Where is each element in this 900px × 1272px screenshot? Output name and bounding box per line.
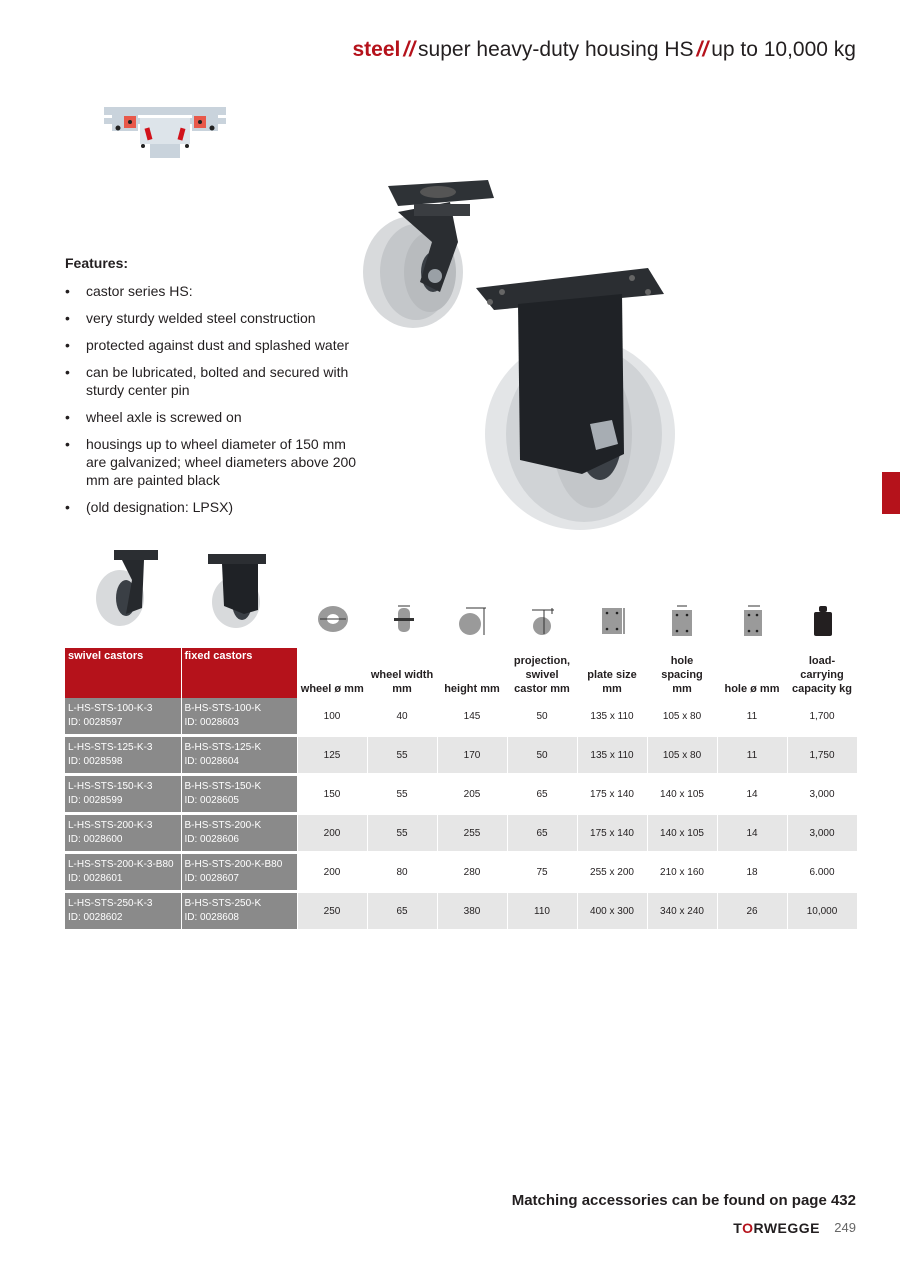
cell-wheel: 200 [297, 853, 367, 892]
cell-wheel: 200 [297, 814, 367, 853]
fixed-code-cell [181, 892, 297, 931]
col-hole-diameter: hole ø mm [724, 683, 780, 695]
col-plate-size: plate size mm [587, 669, 637, 695]
cell-load: 3,000 [787, 814, 857, 853]
cell-hole-spacing: 210 x 160 [647, 853, 717, 892]
table-row [65, 814, 857, 853]
cell-hole: 11 [717, 736, 787, 775]
fixed-code: B-HS-STS-100-K [184, 703, 262, 714]
feature-item: • (old designation: LPSX) [65, 498, 365, 516]
cell-plate: 255 x 200 [577, 853, 647, 892]
feature-item: • castor series HS: [65, 282, 365, 300]
cell-projection: 50 [507, 736, 577, 775]
cell-hole-spacing: 140 x 105 [647, 775, 717, 814]
fixed-castor-image [472, 264, 682, 536]
cell-projection: 65 [507, 814, 577, 853]
swivel-castor-thumb [92, 548, 162, 628]
cell-plate: 175 x 140 [577, 814, 647, 853]
fixed-code: B-HS-STS-250-K [184, 898, 262, 909]
fixed-code-cell [181, 814, 297, 853]
swivel-code-cell [65, 736, 181, 775]
cell-hole-spacing: 105 x 80 [647, 736, 717, 775]
cell-load: 3,000 [787, 775, 857, 814]
features-section [65, 254, 365, 525]
brand-o: O [742, 1220, 754, 1236]
title-part2: super heavy-duty housing HS [418, 38, 694, 61]
brand-rest: RWEGGE [753, 1220, 820, 1236]
cell-width: 40 [367, 698, 437, 736]
load-capacity-icon [812, 604, 834, 638]
fixed-code-cell [181, 775, 297, 814]
cell-width: 55 [367, 736, 437, 775]
cell-height: 380 [437, 892, 507, 931]
cell-load: 10,000 [787, 892, 857, 931]
wheel-diameter-icon [316, 604, 350, 634]
cell-plate: 135 x 110 [577, 736, 647, 775]
title-part3: up to 10,000 kg [711, 38, 856, 61]
cell-projection: 50 [507, 698, 577, 736]
col-swivel: swivel castors [65, 648, 181, 698]
cell-hole: 14 [717, 814, 787, 853]
fixed-code: B-HS-STS-200-K-B80 [184, 859, 283, 870]
fixed-castor-thumb [202, 548, 272, 630]
accessories-note: Matching accessories can be found on page 432 [511, 1192, 856, 1209]
swivel-code: L-HS-STS-125-K-3 [68, 742, 153, 753]
height-icon [456, 604, 490, 638]
fixed-code-cell [181, 698, 297, 736]
fixed-id: ID: 0028604 [184, 756, 239, 767]
cell-load: 1,700 [787, 698, 857, 736]
swivel-id: ID: 0028600 [68, 834, 123, 845]
swivel-code: L-HS-STS-250-K-3 [68, 898, 153, 909]
fixed-code: B-HS-STS-125-K [184, 742, 262, 753]
col-load-capacity: load-carrying capacity kg [792, 655, 852, 695]
brand-logo [733, 1220, 820, 1236]
swivel-code: L-HS-STS-150-K-3 [68, 781, 153, 792]
spec-table [65, 648, 858, 932]
column-icons [298, 604, 858, 646]
swivel-code: L-HS-STS-100-K-3 [68, 703, 153, 714]
fixed-code-cell [181, 736, 297, 775]
swivel-code-cell [65, 892, 181, 931]
feature-item: • can be lubricated, bolted and secured with sturdy center pin [65, 363, 365, 399]
swivel-id: ID: 0028598 [68, 756, 123, 767]
cell-hole-spacing: 340 x 240 [647, 892, 717, 931]
fixed-id: ID: 0028605 [184, 795, 239, 806]
col-height: height mm [444, 683, 500, 695]
swivel-code-cell [65, 814, 181, 853]
cell-wheel: 250 [297, 892, 367, 931]
fixed-id: ID: 0028608 [184, 912, 239, 923]
cell-hole: 11 [717, 698, 787, 736]
col-wheel-diameter: wheel ø mm [300, 683, 364, 695]
cell-hole-spacing: 140 x 105 [647, 814, 717, 853]
col-projection: projection, swivel castor mm [513, 655, 571, 695]
cell-hole: 26 [717, 892, 787, 931]
cell-height: 205 [437, 775, 507, 814]
title-slash-1: // [403, 38, 416, 61]
fixed-id: ID: 0028607 [184, 873, 239, 884]
cell-wheel: 150 [297, 775, 367, 814]
wheel-width-icon [392, 604, 416, 638]
swivel-code: L-HS-STS-200-K-3 [68, 820, 153, 831]
col-fixed: fixed castors [181, 648, 297, 698]
swivel-code-cell [65, 775, 181, 814]
cell-load: 6.000 [787, 853, 857, 892]
fixed-id: ID: 0028603 [184, 717, 239, 728]
hole-diameter-icon [740, 604, 766, 638]
cell-hole: 14 [717, 775, 787, 814]
cell-width: 80 [367, 853, 437, 892]
feature-item: • protected against dust and splashed water [65, 336, 365, 354]
table-row [65, 853, 857, 892]
chapter-tab [882, 472, 900, 514]
swivel-code-cell [65, 853, 181, 892]
cell-projection: 65 [507, 775, 577, 814]
table-row [65, 892, 857, 931]
cell-height: 145 [437, 698, 507, 736]
cell-height: 255 [437, 814, 507, 853]
swivel-code: L-HS-STS-200-K-3-B80 [68, 859, 174, 870]
cell-width: 65 [367, 892, 437, 931]
cell-plate: 400 x 300 [577, 892, 647, 931]
cell-plate: 135 x 110 [577, 698, 647, 736]
cell-hole-spacing: 105 x 80 [647, 698, 717, 736]
features-list [65, 282, 365, 516]
fixed-code-cell [181, 853, 297, 892]
table-row [65, 698, 857, 736]
features-heading: Features: [65, 255, 129, 271]
cell-projection: 110 [507, 892, 577, 931]
plate-size-icon [600, 604, 626, 638]
cell-load: 1,750 [787, 736, 857, 775]
hole-spacing-icon [670, 604, 696, 638]
table-row [65, 775, 857, 814]
cell-plate: 175 x 140 [577, 775, 647, 814]
swivel-id: ID: 0028602 [68, 912, 123, 923]
fixed-id: ID: 0028606 [184, 834, 239, 845]
housing-diagram-icon [100, 104, 230, 166]
cell-width: 55 [367, 814, 437, 853]
title-steel: steel [352, 38, 401, 61]
cell-projection: 75 [507, 853, 577, 892]
col-wheel-width: wheel width mm [370, 669, 434, 695]
swivel-code-cell [65, 698, 181, 736]
swivel-id: ID: 0028597 [68, 717, 123, 728]
title-slash-2: // [696, 38, 709, 61]
cell-hole: 18 [717, 853, 787, 892]
feature-item: • very sturdy welded steel construction [65, 309, 365, 327]
fixed-code: B-HS-STS-200-K [184, 820, 262, 831]
cell-height: 280 [437, 853, 507, 892]
page-number: 249 [834, 1220, 856, 1235]
swivel-id: ID: 0028601 [68, 873, 123, 884]
projection-icon [526, 604, 560, 638]
cell-width: 55 [367, 775, 437, 814]
feature-item: • housings up to wheel diameter of 150 mm are galvanized; wheel diameters above 200 mm are painted black [65, 435, 365, 489]
cell-wheel: 125 [297, 736, 367, 775]
swivel-id: ID: 0028599 [68, 795, 123, 806]
brand-t: T [733, 1220, 743, 1236]
cell-height: 170 [437, 736, 507, 775]
table-header-row [65, 648, 857, 698]
table-row [65, 736, 857, 775]
feature-item: • wheel axle is screwed on [65, 408, 365, 426]
cell-wheel: 100 [297, 698, 367, 736]
fixed-code: B-HS-STS-150-K [184, 781, 262, 792]
page-title [352, 38, 856, 62]
col-hole-spacing: hole spacing mm [661, 655, 703, 695]
